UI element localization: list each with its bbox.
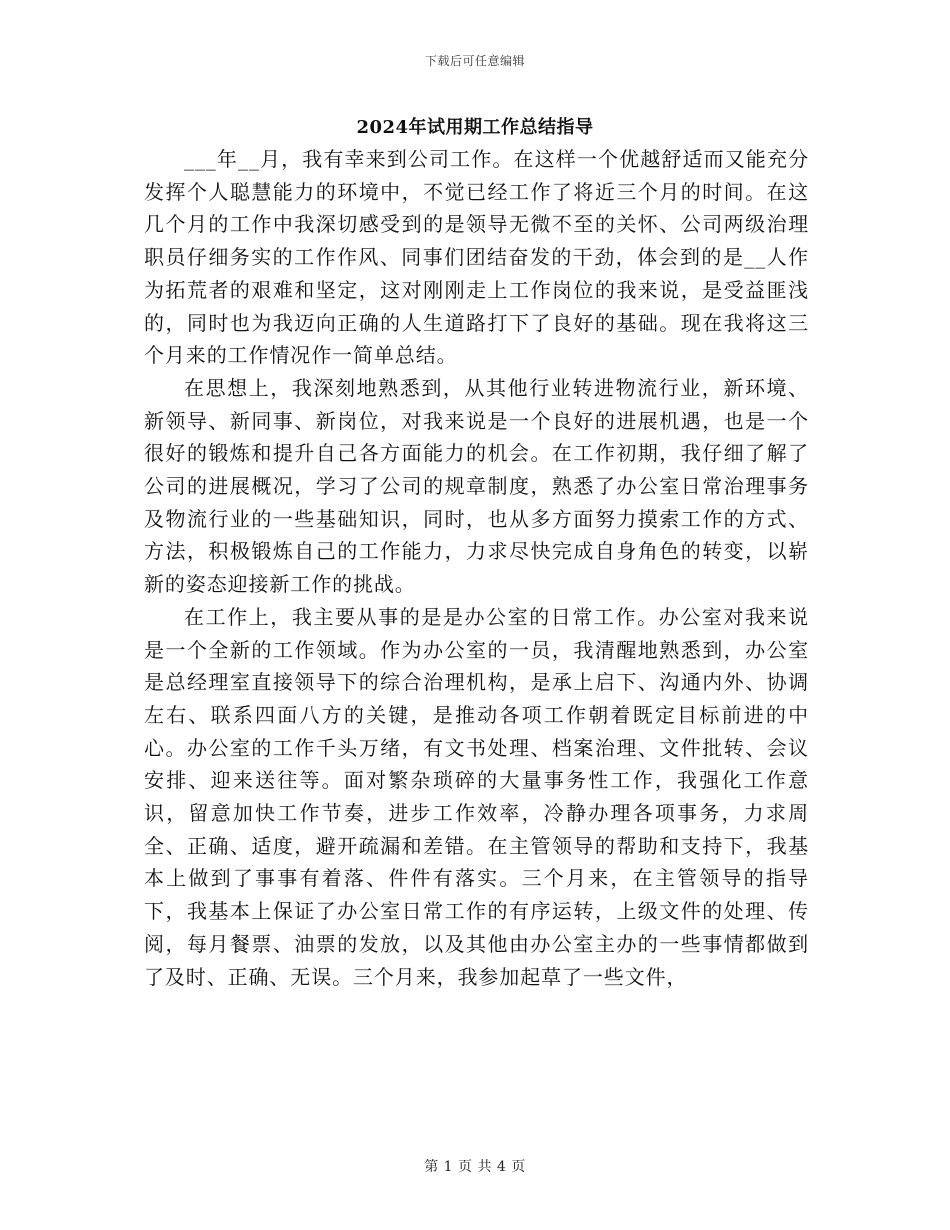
page-number-footer: 第 1 页 共 4 页 (424, 1159, 526, 1175)
document-body (144, 143, 809, 993)
document-title: 2024年试用期工作总结指导 (356, 117, 594, 138)
paragraph-thinking: 在思想上，我深刻地熟悉到，从其他行业转进物流行业，新环境、新领导、新同事、新岗位，对我来说是一个良好的进展机遇，也是一个很好的锻炼和提升自己各方面能力的机会。在工作初期，我仔细了解了公司的进展概况，学习了公司的规章制度，熟悉了办公室日常治理事务及物流行业的一些基础知识，同时，也从多方面努力摸索工作的方式、方法，积极锻炼自己的工作能力，力求尽快完成自身角色的转变，以崭新的姿态迎接新工作的挑战。 (144, 375, 809, 597)
page-header-note: 下载后可任意编辑 (424, 54, 525, 68)
paragraph-work: 在工作上，我主要从事的是是办公室的日常工作。办公室对我来说是一个全新的工作领域。作为办公室的一员，我清醒地熟悉到，办公室是总经理室直接领导下的综合治理机构，是承上启下、沟通内外、协调左右、联系四面八方的关键，是推动各项工作朝着既定目标前进的中心。办公室的工作千头万绪，有文书处理、档案治理、文件批转、会议安排、迎来送往等。面对繁杂琐碎的大量事务性工作，我强化工作意识，留意加快工作节奏，进步工作效率，冷静办理各项事务，力求周全、正确、适度，避开疏漏和差错。在主管领导的帮助和支持下，我基本上做到了事事有着落、件件有落实。三个月来，在主管领导的指导下，我基本上保证了办公室日常工作的有序运转，上级文件的处理、传阅，每月餐票、油票的发放，以及其他由办公室主办的一些事情都做到了及时、正确、无误。三个月来，我参加起草了一些文件， (144, 604, 809, 989)
paragraph-intro: ___年__月，我有幸来到公司工作。在这样一个优越舒适而又能充分发挥个人聪慧能力的环境中，不觉已经工作了将近三个月的时间。在这几个月的工作中我深切感受到的是领导无微不至的关怀、公司两级治理职员仔细务实的工作作风、同事们团结奋发的干劲，体会到的是__人作为拓荒者的艰难和坚定，这对刚刚走上工作岗位的我来说，是受益匪浅的，同时也为我迈向正确的人生道路打下了良好的基础。现在我将这三个月来的工作情况作一简单总结。 (144, 147, 809, 368)
